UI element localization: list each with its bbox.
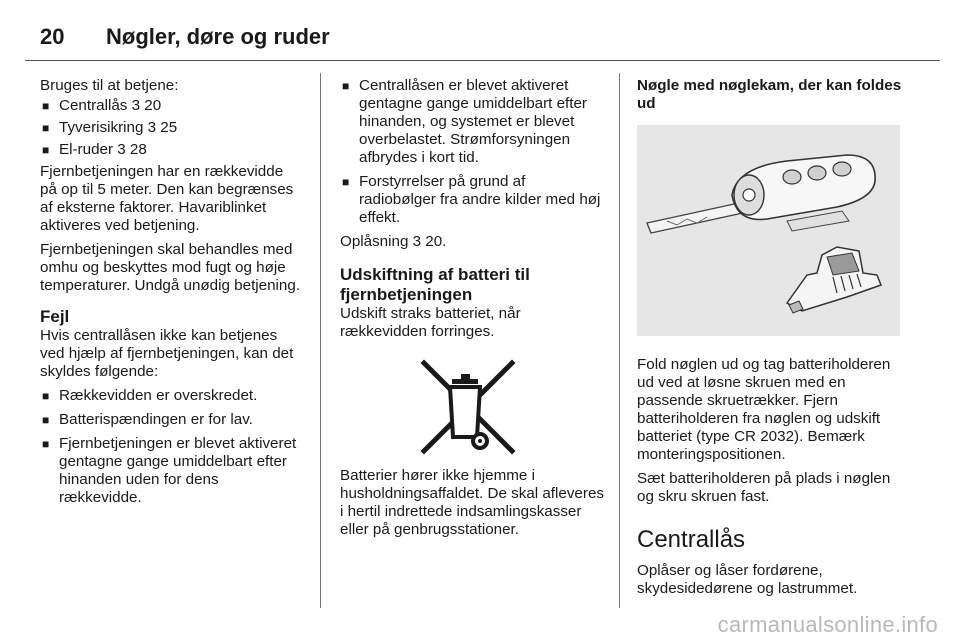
fault-list	[40, 387, 304, 507]
central-lock-paragraph: Oplåser og låser fordørene, skydesidedørene og lastrummet.	[637, 562, 858, 597]
fault-heading: Fejl	[40, 307, 70, 326]
reassembly-instructions: Sæt batteriholderen på plads i nøglen og skru skruen fast.	[637, 470, 891, 505]
battery-instructions: Fold nøglen ud og tag batteriholderen ud ved at løsne skruen med en passende skruetrækker. Fjern batteriholderen fra nøglen og udskift batteriet (type CR 2032). Bemærk monteringspositionen.	[637, 356, 891, 463]
uses-list	[40, 97, 304, 159]
crossed-bin-icon	[416, 359, 524, 455]
list-item: ■ Rækkevidden er overskredet.	[40, 387, 304, 405]
column-2	[340, 77, 605, 545]
page-number: 20	[40, 24, 65, 49]
list-item: ■ Forstyrrelser på grund af radiobølger fra andre kilder med høj effekt.	[340, 173, 605, 227]
list-item: ■ El-ruder 3 28	[40, 141, 304, 159]
column-divider	[320, 73, 321, 608]
central-lock-heading: Centrallås	[637, 526, 746, 553]
battery-heading: Udskiftning af batteri til fjernbetjeningen	[340, 265, 530, 304]
column-3	[637, 77, 907, 604]
page-header	[40, 22, 330, 52]
header-divider	[25, 60, 940, 61]
folding-key-image	[637, 125, 900, 336]
watermark: carmanualsonline.info	[717, 612, 938, 637]
battery-paragraph: Udskift straks batteriet, når rækkevidden forringes.	[340, 305, 521, 340]
fault-list-continued	[340, 77, 605, 227]
list-item: ■ Tyverisikring 3 25	[40, 119, 304, 137]
page-title: Nøgler, døre og ruder	[106, 24, 330, 49]
list-item: ■ Centrallåsen er blevet aktiveret gentagne gange umiddelbart efter hinanden, og systemet er blevet overbelastet. Strømforsyningen afbrydes i kort tid.	[340, 77, 605, 167]
care-paragraph: Fjernbetjeningen skal behandles med omhu og beskyttes mod fugt og høje temperaturer. Undgå unødig betjening.	[40, 241, 301, 294]
list-item: ■ Centrallås 3 20	[40, 97, 304, 115]
unlock-reference: Oplåsning 3 20.	[340, 233, 447, 250]
intro-text: Bruges til at betjene:	[40, 77, 179, 94]
column-divider	[619, 73, 620, 608]
column-1	[40, 77, 304, 513]
disposal-paragraph: Batterier hører ikke hjemme i husholdningsaffaldet. De skal afleveres i hertil indrettede indsamlingskasser eller på genbrugsstationer.	[340, 467, 604, 538]
fault-intro: Hvis centrallåsen ikke kan betjenes ved hjælp af fjernbetjeningen, kan det skyldes følgende:	[40, 327, 294, 380]
list-item: ■ Fjernbetjeningen er blevet aktiveret gentagne gange umiddelbart efter hinanden uden for dens rækkevidde.	[40, 435, 304, 507]
key-heading: Nøgle med nøglekam, der kan foldes ud	[637, 77, 902, 112]
key-illustration	[637, 125, 900, 336]
list-item: ■ Batterispændingen er for lav.	[40, 411, 304, 429]
range-paragraph: Fjernbetjeningen har en rækkevidde på op til 5 meter. Den kan begrænses af eksterne faktorer. Havariblinket aktiveres ved betjening.	[40, 163, 294, 234]
